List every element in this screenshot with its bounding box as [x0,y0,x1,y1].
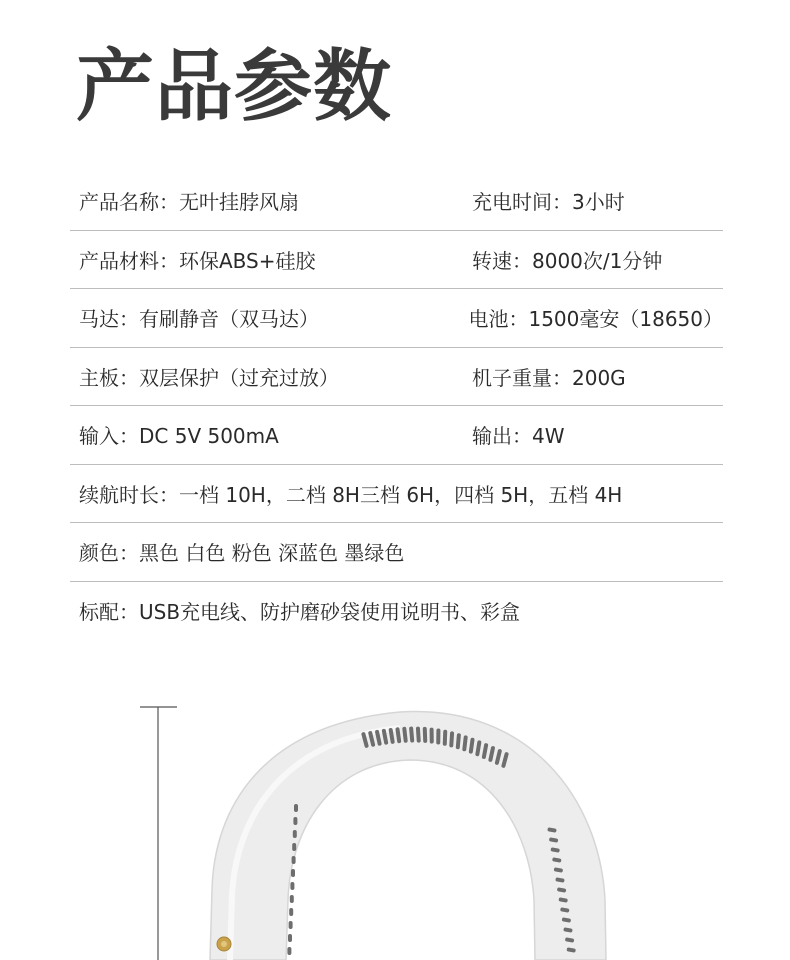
vent-slot [291,869,295,877]
spec-motor: 马达：有刷静音（双马达） [79,307,319,332]
spec-row [70,582,723,641]
spec-row [70,231,723,290]
vent-slot [292,856,296,864]
spec-row [70,348,723,407]
vent-slot [287,947,291,955]
vent-slot [288,934,292,942]
vent-slot [430,728,434,744]
spec-row [70,406,723,465]
spec-speed: 转速：8000次/1分钟 [472,248,663,273]
neck-fan-image [0,690,790,960]
vent-slot [436,728,440,744]
spec-product-name: 产品名称：无叶挂脖风扇 [79,190,299,215]
spec-material: 产品材料：环保ABS+硅胶 [79,248,316,273]
page-title: 产品参数 [76,42,393,132]
vent-slot [289,921,293,929]
spec-colors: 颜色：黑色 白色 粉色 深蓝色 墨绿色 [79,541,405,566]
vent-slot [290,895,294,903]
vent-slot [292,843,296,851]
spec-row [70,523,723,582]
vent-slot [289,908,293,916]
spec-weight: 机子重量：200G [472,365,626,390]
vent-slot [293,817,297,825]
spec-table [70,172,723,640]
vent-slot [293,830,297,838]
spec-input: 输入：DC 5V 500mA [79,424,279,449]
spec-accessories: 标配：USB充电线、防护磨砂袋使用说明书、彩盒 [79,600,521,625]
spec-row [70,172,723,231]
vent-slot [294,804,298,812]
spec-charge-time: 充电时间：3小时 [472,190,625,215]
vent-slot [290,882,294,890]
vent-slot [423,727,428,743]
spec-output: 输出：4W [472,424,565,449]
spec-row [70,465,723,524]
spec-battery: 电池：1500毫安（18650） [468,307,723,332]
fan-body [210,712,606,960]
spec-row [70,289,723,348]
spec-runtime: 续航时长：一档 10H，二档 8H三档 6H，四档 5H，五档 4H [79,482,623,507]
vent-slot [443,730,448,746]
spec-board: 主板：双层保护（过充过放） [79,365,339,390]
